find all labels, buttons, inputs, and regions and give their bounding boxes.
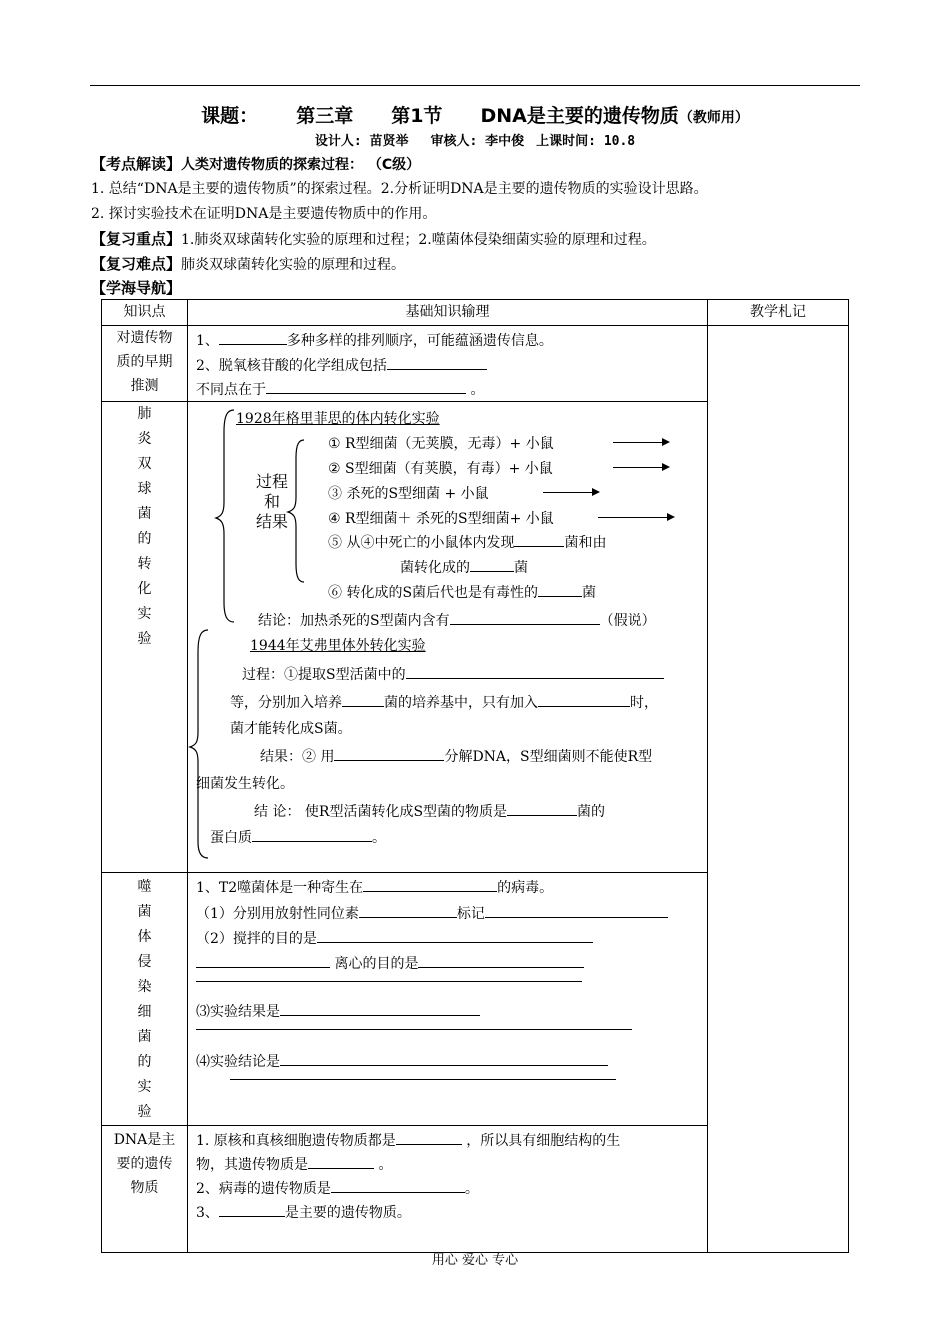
text: 3、: [196, 1205, 219, 1221]
conclusion-3: [210, 827, 386, 847]
daohang: [91, 277, 181, 298]
text: ⑷实验结论是: [196, 1054, 280, 1070]
arrow-icon: [543, 492, 598, 493]
text: 是主要的遗传物质。: [284, 1205, 411, 1221]
header-rule: [90, 85, 860, 86]
topic-char: 肺: [137, 406, 152, 422]
nandian-text: 肺炎双球菌转化实验的原理和过程。: [181, 257, 406, 273]
step-2: ② S型细菌（有荚膜，有毒）+ 小鼠: [328, 461, 553, 477]
blank: [334, 746, 444, 761]
text: 离心的目的是: [334, 956, 419, 972]
content-phage: [188, 873, 708, 1126]
kaodian-label: 【考点解读】: [91, 155, 182, 173]
topic-pneumococcus: [102, 402, 188, 873]
blank: [450, 610, 600, 625]
blank: [538, 582, 582, 597]
blank: [280, 1051, 608, 1066]
line: [196, 1130, 620, 1150]
text: 菌的培养基中，只有加入: [384, 695, 538, 711]
daohang-label: 【学海导航】: [91, 279, 182, 297]
line: [196, 355, 487, 375]
label-line: 结果: [255, 512, 288, 531]
topic-line: 对遗传物: [116, 330, 173, 346]
page-title: [0, 101, 950, 128]
topic-char: 验: [137, 631, 152, 647]
text: 分解DNA，S型细菌则不能使R型: [444, 749, 653, 765]
text: 1、: [196, 333, 219, 349]
text: 。: [464, 1181, 479, 1197]
title-section: 第1节: [391, 105, 443, 127]
step-6: [328, 582, 596, 602]
text: ⑥ 转化成的S菌后代也是有毒性的: [328, 585, 539, 601]
conclusion-1: [258, 610, 656, 630]
topic-line: 推测: [130, 378, 159, 394]
text: 1、T2噬菌体是一种寄生在: [196, 880, 364, 896]
topic-char: 体: [137, 929, 152, 945]
title-prefix: 课题：: [201, 105, 259, 127]
text: （2）搅拌的目的是: [196, 931, 317, 947]
table-header-row: [102, 300, 849, 326]
zhongdian-text: 1.肺炎双球菌转化实验的原理和过程；2.噬菌体侵染细菌实验的原理和过程。: [181, 232, 656, 248]
blank: [266, 379, 466, 394]
blank: [308, 1154, 374, 1169]
nandian: [91, 253, 405, 274]
blank: [514, 532, 564, 547]
result-2: 细菌发生转化。: [196, 776, 294, 792]
line: [196, 928, 593, 948]
blank: [196, 1015, 632, 1030]
step-1: ① R型细菌（无荚膜，无毒）+ 小鼠: [328, 436, 554, 452]
blank: [280, 1001, 480, 1016]
text: 。: [372, 830, 386, 846]
nandian-label: 【复习难点】: [91, 255, 182, 273]
topic-char: 炎: [137, 431, 152, 447]
text: 过程：①提取S型活菌中的: [242, 667, 406, 683]
topic-phage: [102, 873, 188, 1126]
arrow-icon: [598, 517, 673, 518]
text: 2、脱氧核苷酸的化学组成包括: [196, 358, 387, 374]
topic-char: 细: [137, 1004, 152, 1020]
blank: [538, 692, 630, 707]
topic-line: 要的遗传: [116, 1156, 173, 1172]
outer-brace: [216, 410, 234, 622]
text: 时，: [630, 695, 658, 711]
line: [196, 379, 484, 399]
step-5: [328, 532, 606, 552]
conclusion-2: [254, 801, 605, 821]
line: [196, 1154, 392, 1174]
topic-char: 实: [137, 1079, 152, 1095]
text: 菌的: [577, 804, 606, 820]
process-2: [230, 692, 658, 712]
text: 结 论： 使R型活菌转化成S型菌的物质是: [254, 804, 508, 820]
label-line: 和: [263, 492, 280, 511]
kaodian-text: 人类对遗传物质的探索过程： （C级）: [181, 157, 421, 173]
content-pneumococcus: [188, 402, 708, 873]
step-3: ③ 杀死的S型细菌 + 小鼠: [328, 486, 489, 502]
step-4: ④ R型细菌＋ 杀死的S型细菌+ 小鼠: [328, 511, 554, 527]
blank: [396, 1130, 462, 1145]
griffith-experiment-title: 1928年格里菲思的体内转化实验: [236, 411, 440, 427]
header-notes: 教学札记: [708, 300, 849, 326]
text: 2、病毒的遗传物质是: [196, 1181, 331, 1197]
text: 结果：② 用: [260, 749, 335, 765]
blank: [359, 903, 457, 918]
blank: [406, 664, 664, 679]
topic-char: 染: [137, 979, 152, 995]
text: 菌和由: [564, 535, 607, 551]
text: 物，其遗传物质是: [196, 1157, 308, 1173]
avery-experiment-title: 1944年艾弗里体外转化实验: [250, 638, 426, 654]
reviewer: 审核人: 李中俊: [430, 134, 525, 149]
topic-char: 的: [137, 1054, 152, 1070]
author-line: [0, 130, 950, 149]
topic-char: 验: [137, 1104, 152, 1120]
topic-dna-main: [102, 1126, 188, 1253]
step-5-cont: [400, 557, 528, 577]
header-topic: 知识点: [102, 300, 188, 326]
text: 。: [378, 1157, 393, 1173]
knowledge-table: [101, 299, 849, 1253]
class-time: 上课时间: 10.8: [536, 134, 636, 149]
text: ⑤ 从④中死亡的小鼠体内发现: [328, 535, 515, 551]
blank: [219, 1202, 285, 1217]
text: 多种多样的排列顺序，可能蕴涵遗传信息。: [286, 333, 553, 349]
designer: 设计人: 苗贤举: [314, 134, 409, 149]
text: 标记: [456, 906, 485, 922]
topic-char: 转: [137, 556, 152, 572]
page-footer: 用心 爱心 专心: [431, 1253, 519, 1268]
result-1: [260, 746, 652, 766]
process-3: 菌才能转化成S菌。: [230, 721, 352, 737]
kaodian-heading: [91, 153, 420, 174]
notes-column: [708, 326, 849, 1253]
text: 。: [470, 382, 485, 398]
zhongdian: [91, 228, 656, 249]
content-early-hypothesis: [188, 326, 708, 402]
header-content: 基础知识输理: [188, 300, 708, 326]
blank: [387, 355, 487, 370]
kaodian-item-2: 2. 探讨实验技术在证明DNA是主要遗传物质中的作用。: [91, 206, 437, 222]
topic-char: 菌: [137, 1029, 152, 1045]
topic-char: 实: [137, 606, 152, 622]
lower-brace: [190, 630, 208, 858]
blank: [230, 1065, 616, 1080]
blank: [485, 903, 668, 918]
topic-char: 噬: [137, 879, 152, 895]
topic-early-hypothesis: [102, 326, 188, 402]
blank: [418, 953, 584, 968]
table-row: [102, 326, 849, 402]
topic-line: DNA是主: [113, 1132, 176, 1148]
topic-char: 球: [137, 481, 152, 497]
label-line: 过程: [255, 472, 288, 491]
blank: [331, 1178, 465, 1193]
arrow-icon: [613, 467, 668, 468]
text: ⑶实验结果是: [196, 1004, 280, 1020]
text: 不同点在于: [196, 382, 266, 398]
blank: [470, 557, 514, 572]
topic-char: 菌: [137, 506, 152, 522]
blank: [252, 827, 372, 842]
text: （假说）: [599, 613, 656, 629]
text: ，所以具有细胞结构的生: [466, 1133, 621, 1149]
title-chapter: 第三章: [296, 105, 354, 127]
text: 菌: [582, 585, 597, 601]
content-dna-main: [188, 1126, 708, 1253]
title-note: （教师用）: [678, 110, 749, 126]
topic-char: 菌: [137, 904, 152, 920]
topic-char: 侵: [137, 954, 152, 970]
topic-line: 物质: [130, 1180, 159, 1196]
text: 菌: [514, 560, 528, 576]
zhongdian-label: 【复习重点】: [91, 230, 182, 248]
blank: [196, 953, 330, 968]
blank: [363, 877, 497, 892]
kaodian-item-1: 1. 总结“DNA是主要的遗传物质”的探索过程。2.分析证明DNA是主要的遗传物质的实验设计思路。: [91, 181, 708, 197]
title-main: DNA是主要的遗传物质: [480, 105, 679, 127]
line: [196, 903, 668, 923]
topic-line: 质的早期: [116, 354, 173, 370]
text: 蛋白质: [210, 830, 252, 846]
text: 1. 原核和真核细胞遗传物质都是: [196, 1133, 396, 1149]
blank: [196, 967, 582, 982]
blank: [317, 928, 593, 943]
arrow-icon: [613, 442, 668, 443]
line: [196, 1178, 479, 1198]
blank: [342, 692, 384, 707]
blank: [219, 330, 287, 345]
text: 结论：加热杀死的S型菌内含有: [258, 613, 450, 629]
text: （1）分别用放射性同位素: [196, 906, 359, 922]
topic-char: 双: [137, 456, 152, 472]
text: 等，分别加入培养: [230, 695, 342, 711]
blank: [507, 801, 577, 816]
line: [196, 877, 553, 897]
topic-char: 化: [137, 581, 152, 597]
line: [196, 330, 553, 350]
process-and-result-label: [252, 472, 292, 532]
text: 的病毒。: [497, 880, 554, 896]
line: [196, 1202, 411, 1222]
text: 菌转化成的: [400, 560, 470, 576]
topic-char: 的: [137, 531, 152, 547]
process-1: [242, 664, 664, 684]
